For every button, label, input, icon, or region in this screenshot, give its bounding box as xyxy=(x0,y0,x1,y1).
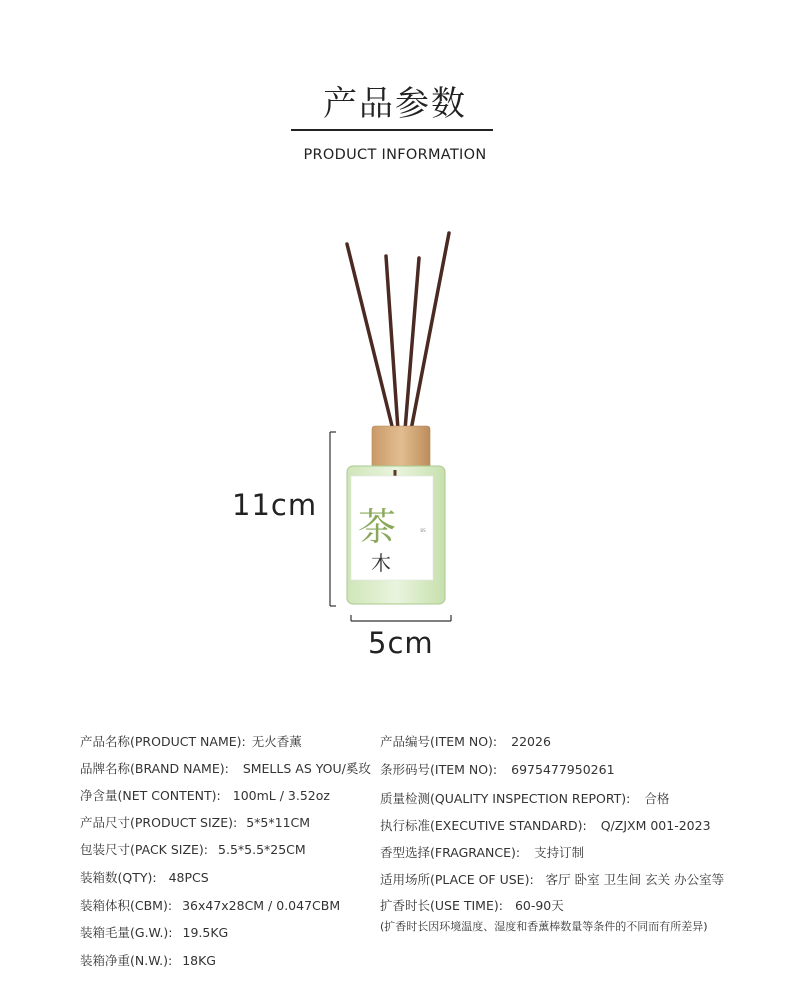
spec-use-time: 扩香时长(USE TIME): 60-90天 xyxy=(380,898,564,913)
page-title-en: PRODUCT INFORMATION xyxy=(303,147,487,163)
use-time-note: (扩香时长因环境温度、湿度和香薰棒数量等条件的不同而有所差异) xyxy=(380,920,708,933)
spec-executive-standard: 执行标准(EXECUTIVE STANDARD): Q/ZJXM 001-2023 xyxy=(380,818,711,833)
label-character: 茶 xyxy=(357,505,397,549)
spec-cbm: 装箱体积(CBM): 36x47x28CM / 0.047CBM xyxy=(80,898,341,913)
spec-pack-size: 包装尺寸(PACK SIZE): 5.5*5.5*25CM xyxy=(80,842,306,857)
height-dimension-line xyxy=(330,432,336,606)
spec-quality-inspection: 质量检测(QUALITY INSPECTION REPORT): 合格 xyxy=(380,791,670,806)
height-dimension-label: 11cm xyxy=(232,488,318,522)
label-side-text: BS xyxy=(420,528,426,533)
width-dimension-line xyxy=(351,615,451,621)
spec-net-weight: 装箱净重(N.W.): 18KG xyxy=(80,953,216,968)
wooden-cap xyxy=(372,426,430,468)
spec-product-size: 产品尺寸(PRODUCT SIZE): 5*5*11CM xyxy=(80,815,311,830)
width-dimension-label: 5cm xyxy=(368,626,434,660)
spec-item-no: 产品编号(ITEM NO): 22026 xyxy=(380,734,551,749)
reed-diffuser-image xyxy=(320,220,480,660)
title-underline xyxy=(291,129,493,131)
spec-fragrance: 香型选择(FRAGRANCE): 支持订制 xyxy=(380,845,585,860)
spec-qty: 装箱数(QTY): 48PCS xyxy=(80,870,209,885)
page-title-cn: 产品参数 xyxy=(323,84,467,124)
reed-sticks xyxy=(347,233,449,430)
spec-net-content: 净含量(NET CONTENT): 100mL / 3.52oz xyxy=(80,788,330,803)
label-small-character: 木 xyxy=(371,551,391,575)
spec-barcode: 条形码号(ITEM NO): 6975477950261 xyxy=(380,762,615,777)
spec-place-of-use: 适用场所(PLACE OF USE): 客厅 卧室 卫生间 玄关 办公室等 xyxy=(380,872,725,887)
spec-product-name: 产品名称(PRODUCT NAME): 无火香薰 xyxy=(80,734,302,749)
spec-brand-name: 品牌名称(BRAND NAME): SMELLS AS YOU/奚玫 xyxy=(80,761,371,776)
spec-gross-weight: 装箱毛量(G.W.): 19.5KG xyxy=(80,925,229,940)
